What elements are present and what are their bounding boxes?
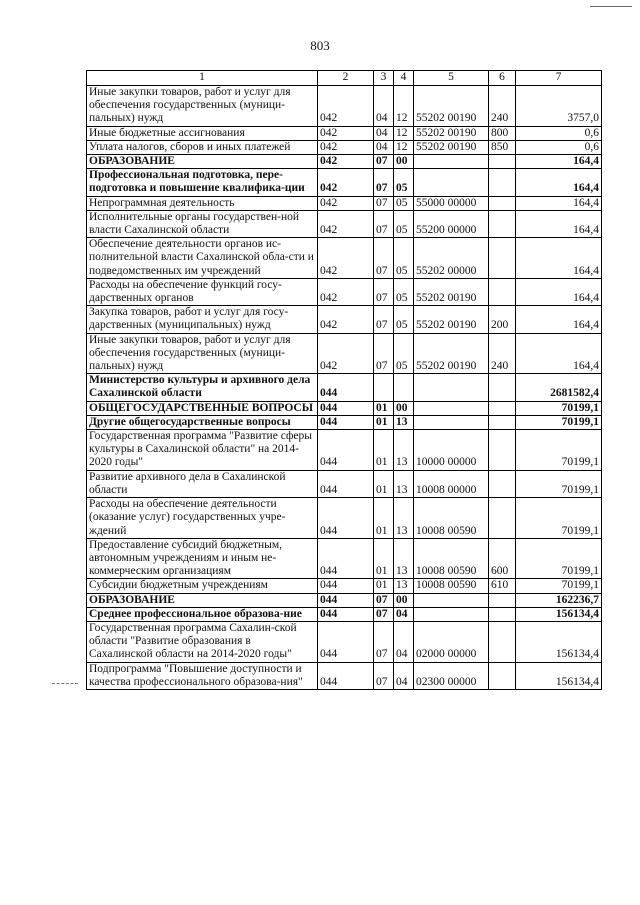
row-section-cell: 07 <box>374 333 394 374</box>
row-target-article-cell: 55202 00000 <box>414 238 489 279</box>
row-subsection-cell: 13 <box>394 470 414 497</box>
row-gr-code-cell: 042 <box>318 333 374 374</box>
row-amount-cell: 164,4 <box>516 306 602 333</box>
budget-table <box>86 70 602 690</box>
row-subsection-cell: 13 <box>394 498 414 539</box>
row-amount-cell: 70199,1 <box>516 498 602 539</box>
row-gr-code-cell: 042 <box>318 155 374 169</box>
row-gr-code-cell: 042 <box>318 140 374 154</box>
table-row <box>87 430 602 471</box>
row-subsection-cell: 05 <box>394 196 414 210</box>
row-section-cell: 07 <box>374 210 394 237</box>
row-amount-cell: 164,4 <box>516 238 602 279</box>
row-expense-type-cell <box>489 593 516 607</box>
row-name-cell: Обеспечение деятельности органов ис-полнительной власти Сахалинской обла-сти и подведомственных им учреждений <box>87 238 318 279</box>
row-expense-type-cell <box>489 169 516 196</box>
corner-mark <box>590 6 632 7</box>
row-expense-type-cell: 600 <box>489 538 516 579</box>
row-expense-type-cell <box>489 238 516 279</box>
row-subsection-cell: 05 <box>394 210 414 237</box>
row-name-cell: Расходы на обеспечение деятельности (оказание услуг) государственных учре-ждений <box>87 498 318 539</box>
row-name-cell: Среднее профессиональное образова-ние <box>87 607 318 621</box>
row-expense-type-cell: 610 <box>489 579 516 593</box>
row-name-cell: Другие общегосударственные вопросы <box>87 415 318 429</box>
table-row <box>87 126 602 140</box>
row-expense-type-cell <box>489 401 516 415</box>
row-subsection-cell: 12 <box>394 86 414 127</box>
row-amount-cell: 70199,1 <box>516 579 602 593</box>
column-header-1: 1 <box>87 71 318 86</box>
table-row <box>87 155 602 169</box>
row-gr-code-cell: 044 <box>318 401 374 415</box>
row-section-cell: 01 <box>374 498 394 539</box>
row-amount-cell: 164,4 <box>516 210 602 237</box>
row-amount-cell: 164,4 <box>516 333 602 374</box>
row-name-cell: ОБРАЗОВАНИЕ <box>87 593 318 607</box>
row-expense-type-cell <box>489 415 516 429</box>
row-gr-code-cell: 044 <box>318 607 374 621</box>
row-gr-code-cell: 044 <box>318 470 374 497</box>
row-section-cell: 01 <box>374 579 394 593</box>
row-name-cell: Субсидии бюджетным учреждениям <box>87 579 318 593</box>
row-gr-code-cell: 042 <box>318 210 374 237</box>
row-gr-code-cell: 044 <box>318 415 374 429</box>
row-name-cell: Развитие архивного дела в Сахалинской области <box>87 470 318 497</box>
row-expense-type-cell: 800 <box>489 126 516 140</box>
row-gr-code-cell: 044 <box>318 374 374 401</box>
row-subsection-cell: 04 <box>394 621 414 662</box>
row-amount-cell: 164,4 <box>516 278 602 305</box>
row-expense-type-cell <box>489 498 516 539</box>
row-section-cell: 04 <box>374 140 394 154</box>
row-section-cell: 07 <box>374 621 394 662</box>
table-row <box>87 238 602 279</box>
row-gr-code-cell: 042 <box>318 86 374 127</box>
row-subsection-cell: 05 <box>394 306 414 333</box>
row-target-article-cell <box>414 155 489 169</box>
row-subsection-cell: 13 <box>394 415 414 429</box>
row-section-cell: 07 <box>374 662 394 689</box>
row-amount-cell: 156134,4 <box>516 662 602 689</box>
column-header-6: 6 <box>489 71 516 86</box>
row-gr-code-cell: 044 <box>318 579 374 593</box>
row-name-cell: Расходы на обеспечение функций госу-дарственных органов <box>87 278 318 305</box>
row-target-article-cell <box>414 593 489 607</box>
row-target-article-cell: 55202 00190 <box>414 278 489 305</box>
table-row <box>87 306 602 333</box>
row-name-cell: Государственная программа "Развитие сферы культуры в Сахалинской области" на 2014-2020 годы" <box>87 430 318 471</box>
row-name-cell: Государственная программа Сахалин-ской области "Развитие образования в Сахалинской области на 2014-2020 годы" <box>87 621 318 662</box>
row-amount-cell: 164,4 <box>516 155 602 169</box>
table-row <box>87 579 602 593</box>
row-name-cell: Подпрограмма "Повышение доступности и качества профессионального образова-ния" <box>87 662 318 689</box>
row-gr-code-cell: 042 <box>318 306 374 333</box>
margin-dash-mark <box>52 683 78 684</box>
row-subsection-cell: 13 <box>394 538 414 579</box>
column-header-4: 4 <box>394 71 414 86</box>
row-target-article-cell: 02300 00000 <box>414 662 489 689</box>
row-amount-cell: 164,4 <box>516 196 602 210</box>
row-expense-type-cell <box>489 278 516 305</box>
row-target-article-cell <box>414 169 489 196</box>
row-target-article-cell: 55000 00000 <box>414 196 489 210</box>
row-amount-cell: 164,4 <box>516 169 602 196</box>
table-row <box>87 278 602 305</box>
table-row <box>87 401 602 415</box>
row-expense-type-cell <box>489 621 516 662</box>
row-expense-type-cell <box>489 196 516 210</box>
row-expense-type-cell: 240 <box>489 333 516 374</box>
row-gr-code-cell: 042 <box>318 278 374 305</box>
row-target-article-cell: 55200 00000 <box>414 210 489 237</box>
row-amount-cell: 156134,4 <box>516 621 602 662</box>
row-amount-cell: 0,6 <box>516 140 602 154</box>
row-subsection-cell <box>394 374 414 401</box>
table-row <box>87 470 602 497</box>
table-row <box>87 593 602 607</box>
table-row <box>87 196 602 210</box>
table-row <box>87 415 602 429</box>
row-gr-code-cell: 044 <box>318 498 374 539</box>
table-row <box>87 169 602 196</box>
row-subsection-cell: 00 <box>394 155 414 169</box>
row-amount-cell: 70199,1 <box>516 430 602 471</box>
row-section-cell: 01 <box>374 430 394 471</box>
table-row <box>87 333 602 374</box>
row-target-article-cell: 02000 00000 <box>414 621 489 662</box>
row-section-cell <box>374 374 394 401</box>
row-expense-type-cell <box>489 430 516 471</box>
row-gr-code-cell: 044 <box>318 621 374 662</box>
table-row <box>87 538 602 579</box>
row-subsection-cell: 05 <box>394 333 414 374</box>
table-row <box>87 210 602 237</box>
row-name-cell: Непрограммная деятельность <box>87 196 318 210</box>
row-name-cell: ОБРАЗОВАНИЕ <box>87 155 318 169</box>
table-row <box>87 621 602 662</box>
row-target-article-cell <box>414 607 489 621</box>
row-target-article-cell <box>414 415 489 429</box>
table-row <box>87 86 602 127</box>
column-header-3: 3 <box>374 71 394 86</box>
row-section-cell: 07 <box>374 306 394 333</box>
row-target-article-cell: 10008 00000 <box>414 470 489 497</box>
row-subsection-cell: 13 <box>394 430 414 471</box>
row-subsection-cell: 04 <box>394 662 414 689</box>
row-expense-type-cell <box>489 470 516 497</box>
row-name-cell: Профессиональная подготовка, пере-подготовка и повышение квалифика-ции <box>87 169 318 196</box>
row-section-cell: 01 <box>374 538 394 579</box>
column-header-7: 7 <box>516 71 602 86</box>
row-amount-cell: 70199,1 <box>516 538 602 579</box>
row-subsection-cell: 12 <box>394 140 414 154</box>
row-amount-cell: 70199,1 <box>516 470 602 497</box>
row-amount-cell: 156134,4 <box>516 607 602 621</box>
row-section-cell: 04 <box>374 86 394 127</box>
row-section-cell: 01 <box>374 415 394 429</box>
row-expense-type-cell <box>489 155 516 169</box>
row-name-cell: ОБЩЕГОСУДАРСТВЕННЫЕ ВОПРОСЫ <box>87 401 318 415</box>
row-name-cell: Закупка товаров, работ и услуг для госу-дарственных (муниципальных) нужд <box>87 306 318 333</box>
row-target-article-cell: 55202 00190 <box>414 306 489 333</box>
row-section-cell: 07 <box>374 607 394 621</box>
table-row <box>87 140 602 154</box>
row-subsection-cell: 05 <box>394 238 414 279</box>
row-target-article-cell <box>414 374 489 401</box>
row-gr-code-cell: 042 <box>318 238 374 279</box>
row-gr-code-cell: 042 <box>318 196 374 210</box>
column-header-2: 2 <box>318 71 374 86</box>
column-header-5: 5 <box>414 71 489 86</box>
row-name-cell: Министерство культуры и архивного дела Сахалинской области <box>87 374 318 401</box>
row-gr-code-cell: 042 <box>318 169 374 196</box>
row-amount-cell: 70199,1 <box>516 415 602 429</box>
row-name-cell: Иные закупки товаров, работ и услуг для обеспечения государственных (муници-пальных) нужд <box>87 333 318 374</box>
row-name-cell: Предоставление субсидий бюджетным, автономным учреждениям и иным не-коммерческим организациям <box>87 538 318 579</box>
table-row <box>87 607 602 621</box>
row-expense-type-cell: 850 <box>489 140 516 154</box>
row-gr-code-cell: 044 <box>318 662 374 689</box>
row-section-cell: 07 <box>374 155 394 169</box>
row-subsection-cell: 12 <box>394 126 414 140</box>
row-subsection-cell: 05 <box>394 169 414 196</box>
row-name-cell: Иные бюджетные ассигнования <box>87 126 318 140</box>
row-name-cell: Уплата налогов, сборов и иных платежей <box>87 140 318 154</box>
row-name-cell: Исполнительные органы государствен-ной власти Сахалинской области <box>87 210 318 237</box>
row-subsection-cell: 04 <box>394 607 414 621</box>
row-expense-type-cell <box>489 374 516 401</box>
table-row <box>87 374 602 401</box>
row-subsection-cell: 00 <box>394 593 414 607</box>
row-amount-cell: 162236,7 <box>516 593 602 607</box>
row-target-article-cell: 10008 00590 <box>414 538 489 579</box>
row-subsection-cell: 13 <box>394 579 414 593</box>
row-target-article-cell: 55202 00190 <box>414 86 489 127</box>
row-section-cell: 07 <box>374 278 394 305</box>
row-amount-cell: 3757,0 <box>516 86 602 127</box>
row-section-cell: 07 <box>374 238 394 279</box>
row-amount-cell: 2681582,4 <box>516 374 602 401</box>
row-target-article-cell: 10000 00000 <box>414 430 489 471</box>
row-gr-code-cell: 044 <box>318 593 374 607</box>
page-number: 803 <box>310 38 330 53</box>
row-target-article-cell: 55202 00190 <box>414 126 489 140</box>
row-section-cell: 01 <box>374 470 394 497</box>
row-subsection-cell: 05 <box>394 278 414 305</box>
row-expense-type-cell <box>489 210 516 237</box>
row-name-cell: Иные закупки товаров, работ и услуг для обеспечения государственных (муници-пальных) нужд <box>87 86 318 127</box>
row-section-cell: 07 <box>374 169 394 196</box>
row-target-article-cell: 55202 00190 <box>414 333 489 374</box>
row-subsection-cell: 00 <box>394 401 414 415</box>
row-section-cell: 07 <box>374 196 394 210</box>
row-gr-code-cell: 042 <box>318 126 374 140</box>
row-target-article-cell: 55202 00190 <box>414 140 489 154</box>
row-expense-type-cell: 200 <box>489 306 516 333</box>
row-expense-type-cell <box>489 662 516 689</box>
table-row <box>87 498 602 539</box>
row-target-article-cell: 10008 00590 <box>414 579 489 593</box>
row-expense-type-cell: 240 <box>489 86 516 127</box>
row-target-article-cell: 10008 00590 <box>414 498 489 539</box>
row-gr-code-cell: 044 <box>318 430 374 471</box>
row-expense-type-cell <box>489 607 516 621</box>
row-amount-cell: 0,6 <box>516 126 602 140</box>
row-section-cell: 01 <box>374 401 394 415</box>
table-header-row <box>87 71 602 86</box>
row-amount-cell: 70199,1 <box>516 401 602 415</box>
row-section-cell: 04 <box>374 126 394 140</box>
row-section-cell: 07 <box>374 593 394 607</box>
row-target-article-cell <box>414 401 489 415</box>
table-row <box>87 662 602 689</box>
row-gr-code-cell: 044 <box>318 538 374 579</box>
